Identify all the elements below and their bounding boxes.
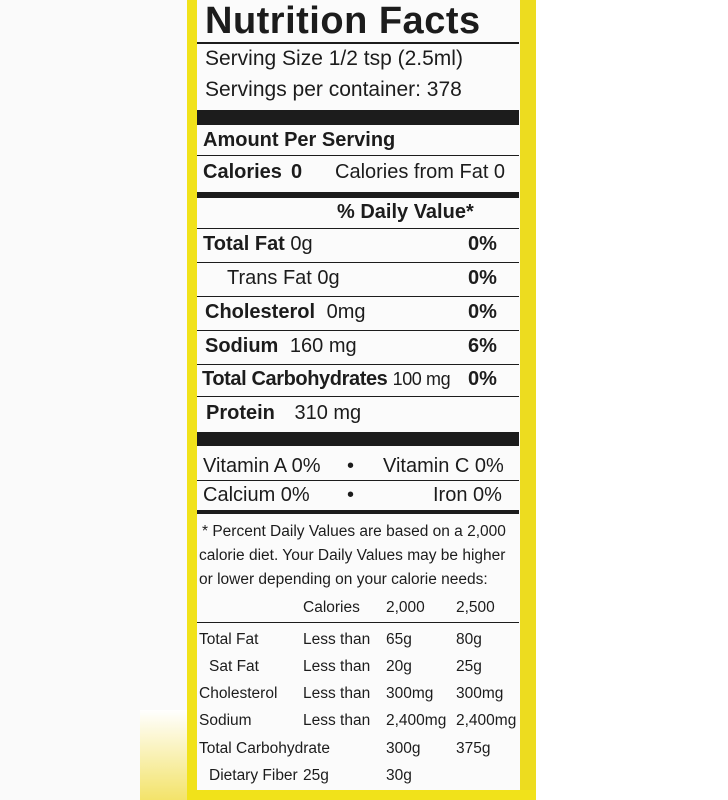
nutrient-dv: 0%	[468, 267, 497, 289]
ref-header-2500: 2,500	[456, 599, 495, 616]
nutrient-row-cholesterol	[205, 302, 366, 322]
nutrient-amount: 310 mg	[294, 402, 362, 424]
medium-rule	[197, 192, 519, 198]
serving-size: Serving Size 1/2 tsp (2.5ml)	[205, 47, 463, 70]
footnote-line: or lower depending on your calorie needs:	[199, 571, 488, 588]
ref-value-2000: 20g	[386, 658, 412, 675]
title-rule	[197, 42, 519, 44]
nutrient-amount: 160 mg	[289, 335, 357, 357]
ref-qualifier: Less than	[303, 658, 371, 675]
package-edge-right	[520, 0, 536, 800]
thick-rule-1	[197, 110, 519, 125]
vitamin-bullet: •	[347, 484, 355, 506]
vitamin-a: Vitamin A 0%	[203, 455, 321, 477]
nutrient-dv: 0%	[468, 368, 497, 390]
divider	[197, 228, 519, 229]
divider	[197, 364, 519, 365]
nutrient-name: Total Fat	[203, 233, 285, 255]
ref-qualifier: Less than	[303, 712, 371, 729]
divider	[197, 622, 519, 623]
calories-label: Calories	[203, 161, 282, 183]
ref-qualifier: Less than	[303, 685, 371, 702]
divider	[197, 330, 519, 331]
footnote-line: calorie diet. Your Daily Values may be higher	[199, 547, 506, 564]
nutrient-row-sodium	[205, 336, 357, 356]
ref-value-2500: 80g	[456, 631, 482, 648]
nutrient-row-total-fat	[203, 234, 313, 254]
ref-value-2500: 2,400mg	[456, 712, 517, 729]
calcium: Calcium 0%	[203, 484, 310, 506]
ref-name: Sodium	[199, 712, 252, 729]
label-title: Nutrition Facts	[205, 0, 481, 42]
nutrient-name: Sodium	[205, 335, 279, 357]
nutrient-dv: 0%	[468, 233, 497, 255]
nutrient-row-total-carbohydrates	[202, 369, 450, 389]
amount-per-serving: Amount Per Serving	[203, 129, 396, 151]
ref-qualifier: 25g	[303, 767, 329, 784]
nutrient-amount: 0g	[290, 233, 313, 255]
ref-value-2000: 30g	[386, 767, 412, 784]
package-edge-bottom	[187, 790, 536, 800]
nutrient-amount: 0mg	[326, 301, 366, 323]
nutrient-name: Cholesterol	[205, 301, 316, 323]
nutrient-dv: 6%	[468, 335, 497, 357]
calories-value: 0	[291, 161, 303, 183]
divider	[197, 396, 519, 397]
nutrient-name: Protein	[206, 402, 275, 424]
vitamin-c: Vitamin C 0%	[383, 455, 504, 477]
nutrient-row-trans-fat	[227, 268, 340, 288]
nutrient-dv: 0%	[468, 301, 497, 323]
background-accent	[140, 710, 187, 800]
thick-rule-2	[197, 432, 519, 446]
ref-value-2500: 25g	[456, 658, 482, 675]
ref-qualifier: Less than	[303, 631, 371, 648]
background-left	[0, 0, 187, 800]
ref-name: Cholesterol	[199, 685, 278, 702]
iron: Iron 0%	[433, 484, 502, 506]
daily-value-header: % Daily Value*	[337, 201, 474, 223]
nutrient-amount: 100 mg	[392, 369, 451, 389]
package-edge-left	[187, 0, 197, 800]
nutrient-name: Trans Fat	[227, 267, 312, 289]
ref-name: Total Carbohydrate	[199, 740, 330, 757]
ref-header-calories: Calories	[303, 599, 360, 616]
ref-value-2000: 65g	[386, 631, 412, 648]
footnote-line: * Percent Daily Values are based on a 2,000	[202, 523, 506, 540]
servings-per-container: Servings per container: 378	[205, 78, 462, 101]
nutrient-amount: 0g	[317, 267, 340, 289]
ref-header-2000: 2,000	[386, 599, 425, 616]
ref-name: Dietary Fiber	[209, 767, 298, 784]
divider	[197, 480, 519, 481]
medium-rule	[197, 510, 519, 514]
ref-value-2000: 300mg	[386, 685, 434, 702]
ref-name: Sat Fat	[209, 658, 259, 675]
vitamin-bullet: •	[347, 455, 355, 477]
ref-value-2500: 300mg	[456, 685, 504, 702]
ref-value-2500: 375g	[456, 740, 491, 757]
divider	[197, 155, 519, 156]
ref-name: Total Fat	[199, 631, 259, 648]
ref-value-2000: 2,400mg	[386, 712, 447, 729]
divider	[197, 296, 519, 297]
ref-value-2000: 300g	[386, 740, 421, 757]
background-right	[536, 0, 728, 800]
calories-from-fat: Calories from Fat 0	[335, 161, 506, 183]
nutrient-name: Total Carbohydrates	[202, 368, 388, 390]
divider	[197, 262, 519, 263]
nutrition-label	[197, 0, 520, 790]
nutrient-row-protein	[206, 403, 361, 423]
